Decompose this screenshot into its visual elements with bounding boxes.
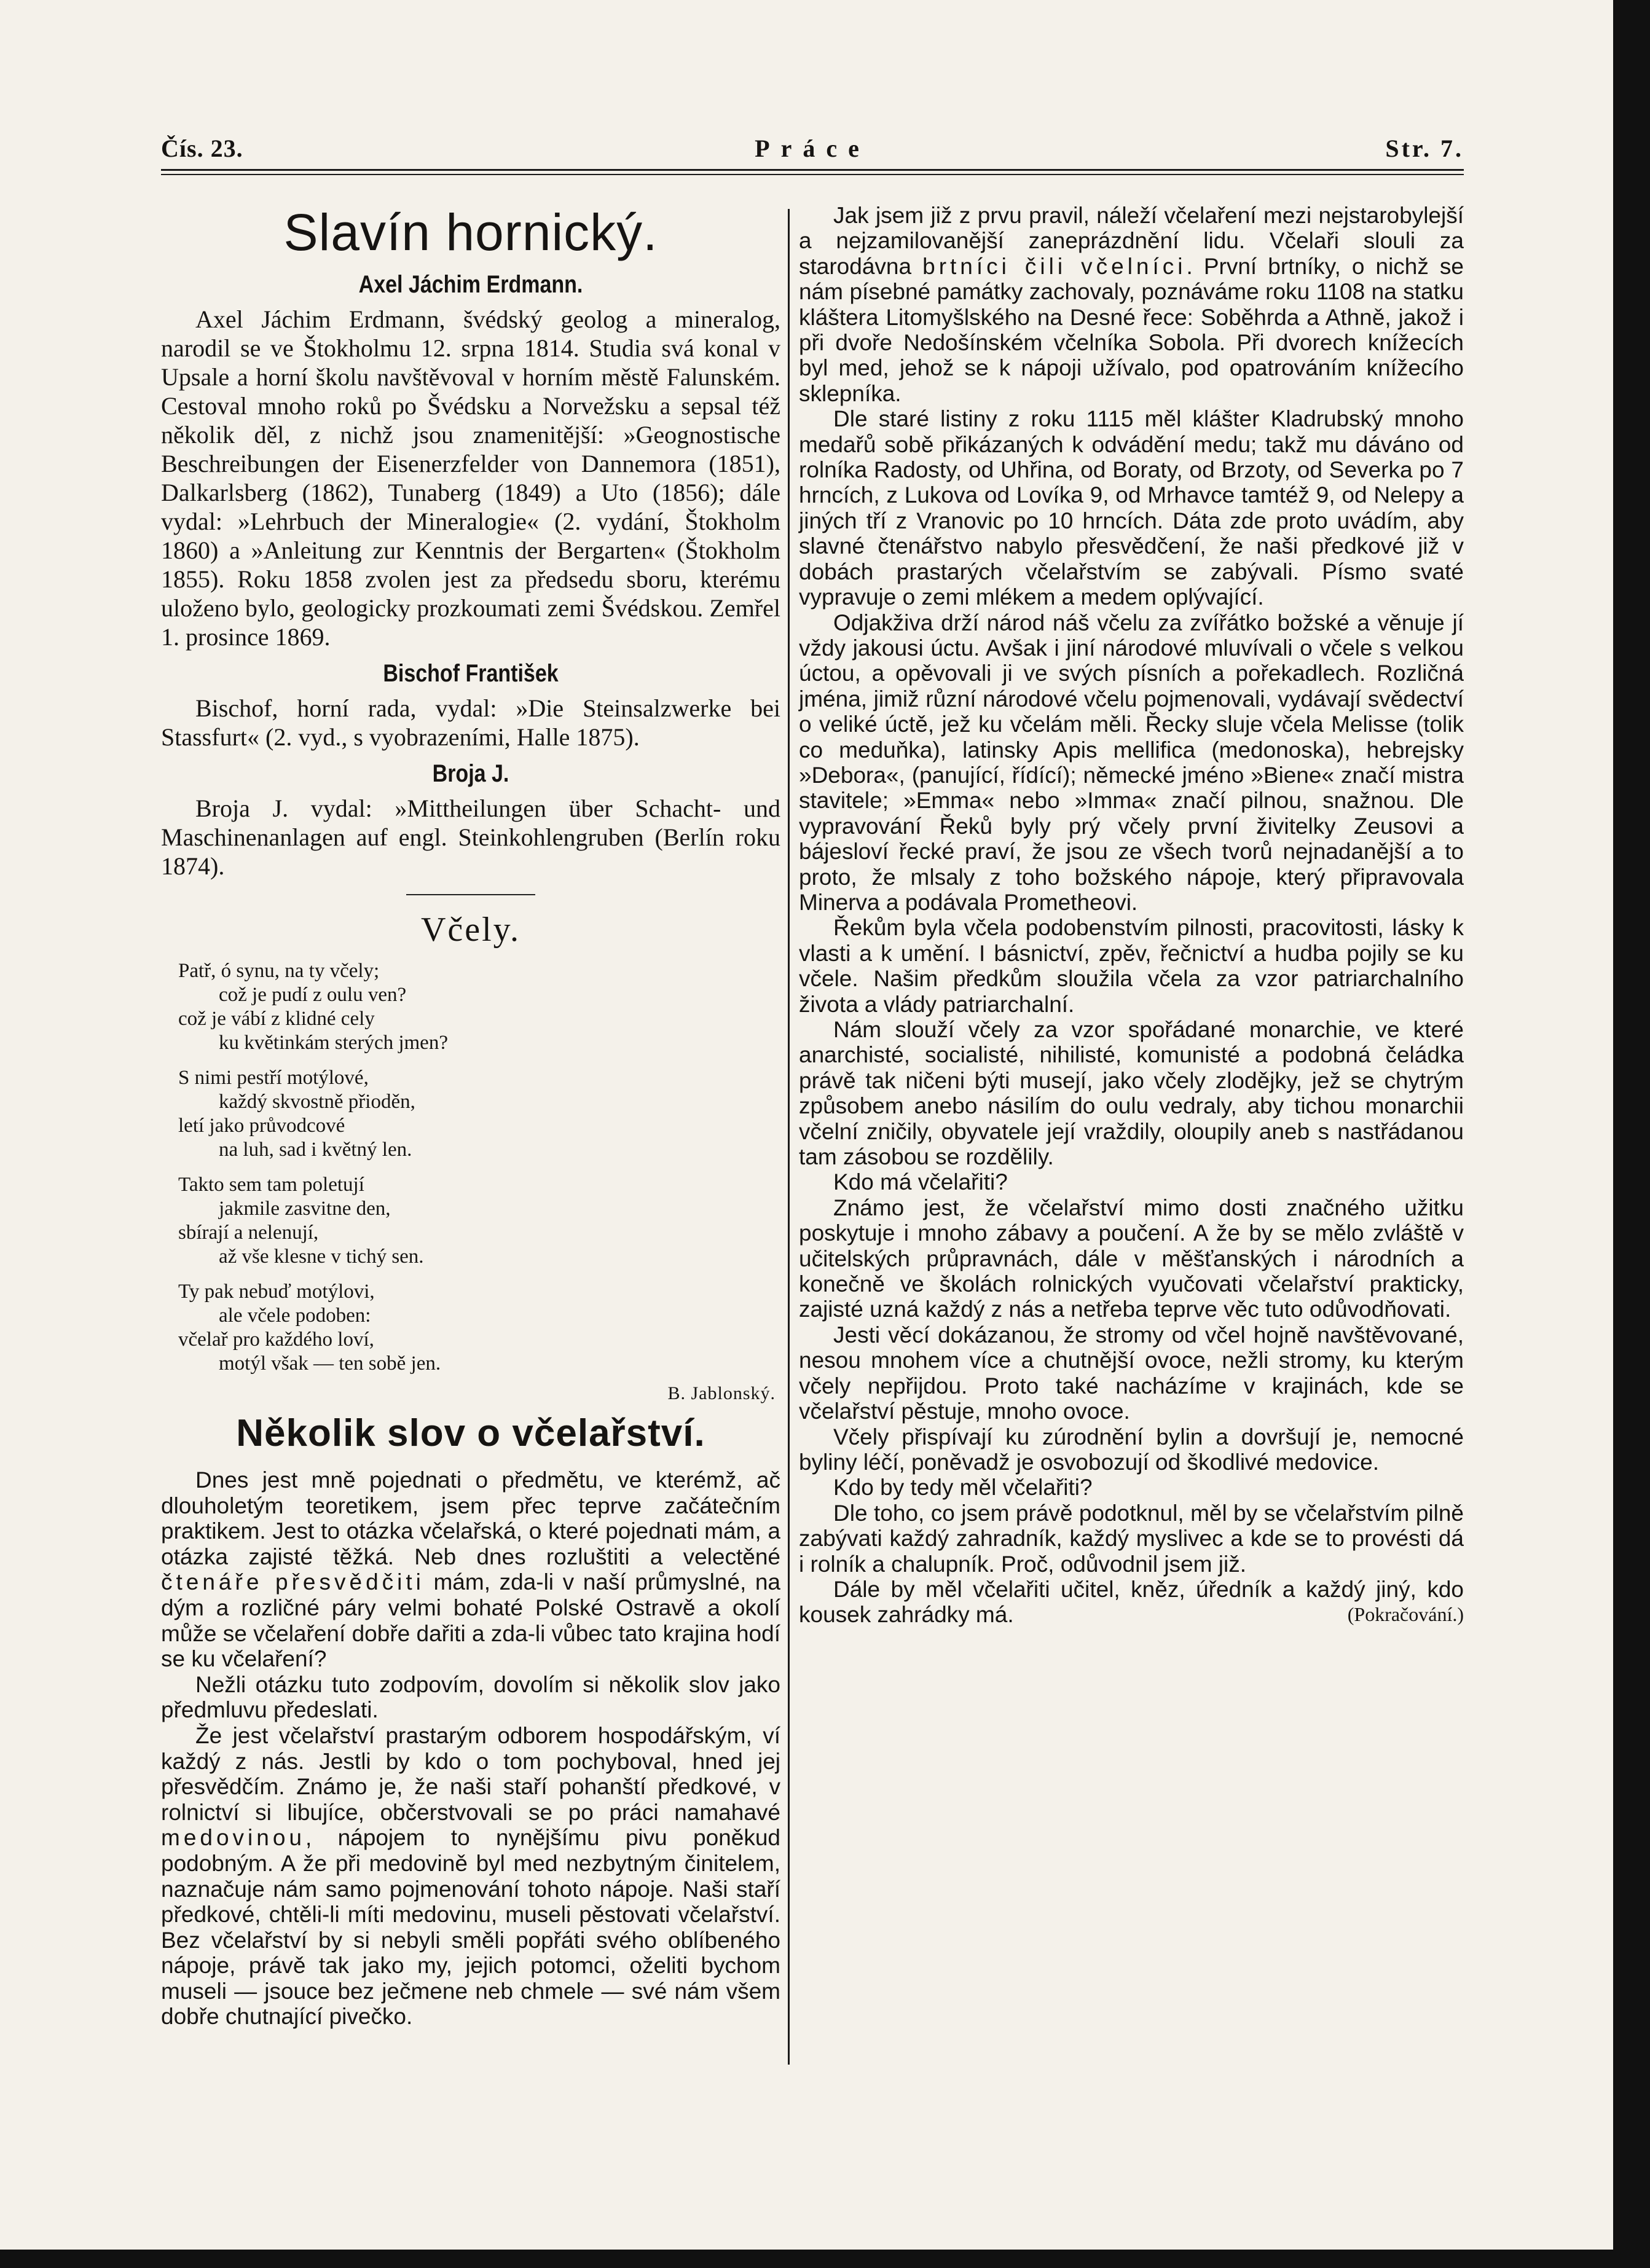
poem-author: B. Jablonský. — [667, 1383, 776, 1403]
page-header — [161, 134, 1464, 171]
article-body-right — [799, 203, 1464, 1628]
poem-line: motýl však — ten sobě jen. — [219, 1352, 441, 1375]
publication-title: Práce — [755, 135, 870, 162]
poem-stanza — [178, 1173, 780, 1269]
poem-line: Ty pak nebuď motýlovi, — [178, 1281, 375, 1303]
person-heading: Broja J. — [432, 760, 509, 787]
article-paragraph: Řekům byla včela podobenstvím pilnosti, pracovitosti, lásky k vlasti a k umění. I básnictví, zpěv, řečnictví a hudba pojily se ku včele. Našim předkům sloužila včela za vzor patriarchalního života a vlády patriarchalní. — [799, 915, 1464, 1017]
article-paragraph: Kdo by tedy měl včelařiti? — [833, 1475, 1093, 1501]
article-paragraph: Nežli otázku tuto zodpovím, dovolím si několik slov jako předmluvu předeslati. — [161, 1671, 780, 1723]
continued-note: (Pokračování.) — [1347, 1603, 1464, 1626]
poem-line: což je pudí z oulu ven? — [219, 984, 407, 1006]
poem-line: na luh, sad i květný len. — [219, 1139, 412, 1161]
article-paragraph: Dle toho, co jsem právě podotknul, měl by se včelařstvím pilně zabývati každý zahradník, každý myslivec a kde se to provésti dá i rolník a chalupník. Proč, odůvodnil jsem již. — [799, 1500, 1464, 1577]
poem-line: ale včele podoben: — [219, 1305, 371, 1327]
article-body-left — [161, 1467, 780, 2030]
poem-line: letí jako průvodcové — [178, 1115, 345, 1137]
left-column — [161, 203, 780, 2030]
article-paragraph: Jak jsem již z prvu pravil, náleží včelaření mezi nejstarobylejší a nejzamilovanější zaneprázdnění lidu. Včelaři slouli za starodávna brtníci čili včelníci. První brtníky, o nichž se nám písebné památky zachovaly, poznáváme roku 1108 na statku kláštera Litomyšlského na Desné řece: Soběhrda a Athně, jakož i při dvoře Nedošínském včelníka Sobola. Při dvorech knížecích byl med, jehož se k nápoji užívalo, pod opatrováním knížecího sklepníka. — [799, 203, 1464, 406]
poem-line: ku květinkám sterých jmen? — [219, 1032, 448, 1054]
scan-border-bottom — [0, 2250, 1650, 2268]
issue-number: Čís. 23. — [161, 135, 243, 162]
article-paragraph: Dnes jest mně pojednati o předmětu, ve kterémž, ač dlouholetým teoretikem, jsem přec teprve začátečním praktikem. Jest to otázka včelařská, o které pojednati mám, a otázka zajisté těžká. Neb dnes rozluštiti a velectěné čtenáře přesvědčiti mám, zda-li v naší průmyslné, na dým a rozličné páry velmi bohaté Polské Ostravě a okolí může se včelaření dobře dařiti a zda-li vůbec tato krajina hodí se ku včelaření? — [161, 1467, 780, 1672]
poem-line: S nimi pestří motýlové, — [178, 1067, 369, 1089]
article-paragraph: Dle staré listiny z roku 1115 měl klášter Kladrubský mnoho medařů sobě přikázaných k odvádění medu; takž mu dáváno od rolníka Radosty, od Uhřina, od Boraty, od Brzoty, od Severka po 7 hrncích, z Lukova od Lovíka 9, od Mrhavce tamtéž 9, od Nelepy a jiných tří z Vranovic po 10 hrncích. Dáta zde proto uvádím, aby slavné čtenářstvo nabylo přesvědčení, že naši předkové již v dobách prastarých včelařstvím se zabývali. Písmo svaté vypravuje o zemi mlékem a medem oplývající. — [799, 406, 1464, 610]
article-paragraph: Odjakživa drží národ náš včelu za zvířátko božské a věnuje jí vždy jakousi úctu. Avšak i jiní národové mluvívali o včele s velkou úctou, a opěvovali ji ve svých písních a pořekadlech. Rozličná jména, jimiž různí národové včelu pojmenovali, vydávají svědectví o veliké úctě, jež ku včelám měli. Řecky sluje včela Melisse (tolik co meduňka), latinsky Apis mellifica (medonoska), hebrejsky »Debora«, (panující, řídící); německé jméno »Biene« značí mistra stavitele; »Emma« nebo »Imma« značí pilnou, snažnou. Dle vypravování Řeků byly prý včely první živitelky Zeusovi a bájesloví řecké praví, že jsou ze všech tvorů nejnadanější a to proto, že mlsaly z toho božského nápoje, který připravovala Minerva a podávala Prometheovi. — [799, 610, 1464, 915]
article-paragraph: Jesti věcí dokázanou, že stromy od včel hojně navštěvované, nesou mnohem více a chutnější ovoce, nežli stromy, ku kterým včely nepřijdou. Proto také nacházíme v krajinách, kde se včelařství pěstuje, mnoho ovoce. — [799, 1322, 1464, 1424]
spaced-emphasis: medovinou — [161, 1825, 306, 1851]
poem-line: sbírají a nelenují, — [178, 1222, 319, 1244]
article-paragraph: Včely přispívají ku zúrodnění bylin a dovršují je, nemocné byliny léčí, poněvadž je osvobozují od škodlivé medovice. — [799, 1424, 1464, 1475]
poem-line: včelař pro každého loví, — [178, 1328, 374, 1351]
scan-border-right — [1613, 0, 1650, 2268]
article-paragraph: Známo jest, že včelařství mimo dosti značného užitku poskytuje i mnoho zábavy a poučení. A že by se mělo zvláště v učitelských průpravnách, dále v měšťanských i národních a konečně ve školách rolnických vyučovati včelařství prakticky, zajisté uzná každý z nás a netřeba teprve věc tuto odůvodňovati. — [799, 1195, 1464, 1322]
article-paragraph: Že jest včelařství prastarým odborem hospodářským, ví každý z nás. Jestli by kdo o tom pochyboval, hned jej přesvědčím. Známo je, že naši staří pohanští předkové, v rolnictví si libujíce, občerstvovali se po práci namahavé medovinou, nápojem to nynějšímu pivu poněkud podobným. A že při medovině byl med nezbytným činitelem, naznačuje nám samo pojmenování tohoto nápoje. Naši staří předkové, chtěli-li míti medovinu, museli pěstovati včelařství. Bez včelařství by si nebyli směli popřáti svého oblíbeného nápoje, právě tak jako my, jejich potomci, oželiti bychom museli — jsouce bez ječmene neb chmele — své nám všem dobře chutnající pivečko. — [161, 1722, 780, 2030]
poem-stanza — [178, 1280, 780, 1376]
person-bio: Bischof, horní rada, vydal: »Die Steinsalzwerke bei Stassfurt« (2. vyd., s vyobrazeními, Halle 1875). — [161, 694, 780, 751]
header-rule-thin — [161, 174, 1464, 175]
poem-line: až vše klesne v tichý sen. — [219, 1246, 424, 1268]
article-paragraph: Nám slouží včely za vzor spořádané monarchie, ve které anarchisté, socialisté, nihilisté, komunisté a podobná čeládka právě tak ničeni býti musejí, jako včely zlodějky, jež se chytrým způsobem anebo násilím do oulu vedraly, aby tichou monarchii včelní zničily, obyvatele její vraždily, oloupily aneb s nastřádanou tam zásobou se rozdělily. — [799, 1017, 1464, 1170]
poem-line: což je vábí z klidné cely — [178, 1008, 375, 1030]
page-number: Str. 7. — [1385, 135, 1464, 162]
poem-line: jakmile zasvitne den, — [219, 1198, 391, 1220]
poem-stanza — [178, 1066, 780, 1162]
poem-line: Takto sem tam poletují — [178, 1174, 364, 1196]
person-heading: Axel Jáchim Erdmann. — [358, 271, 583, 298]
poem-line: Patř, ó synu, na ty včely; — [178, 960, 380, 982]
column-divider — [788, 209, 790, 2065]
right-column — [799, 203, 1464, 1628]
poem-stanza — [178, 959, 780, 1055]
article-title: Několik slov o včelařství. — [236, 1412, 705, 1454]
person-bio: Broja J. vydal: »Mittheilungen über Schacht- und Maschinenanlagen auf engl. Steinkohlengruben (Berlín roku 1874). — [161, 795, 780, 880]
poem-line: každý skvostně přioděn, — [219, 1091, 415, 1113]
person-heading: Bischof František — [383, 660, 559, 687]
poem-body — [161, 959, 780, 1404]
slavin-title: Slavín hornický. — [283, 203, 658, 261]
article-paragraph: Kdo má včelařiti? — [833, 1169, 1008, 1195]
spaced-emphasis: brtníci čili včelníci — [922, 253, 1187, 279]
header-rule — [161, 169, 1464, 171]
section-separator — [406, 894, 535, 895]
spaced-emphasis: čtenáře přesvědčiti — [161, 1569, 425, 1595]
person-bio: Axel Jáchim Erdmann, švédský geolog a mineralog, narodil se ve Štokholmu 12. srpna 1814. Studia svá konal v Upsale a horní školu navštěvoval v horním městě Falunském. Cestoval mnoho roků po Švédsku a Norvežsku a sepsal též několik děl, z nichž jsou znamenitější: »Geognostische Beschreibungen der Eisenerzfelder von Dannemora (1851), Dalkarlsberg (1862), Tunaberg (1849) a Uto (1856); dále vydal: »Lehrbuch der Mineralogie« (2. vydání, Štokholm 1860) a »Anleitung zur Kenntnis der Bergarten« (Štokholm 1855). Roku 1858 zvolen jest za předsedu sboru, kterému uloženo bylo, geologicky prozkoumati zemi Švédskou. Zemřel 1. prosince 1869. — [161, 305, 780, 651]
poem-title: Včely. — [420, 911, 521, 949]
article-paragraph: Dále by měl včelařiti učitel, kněz, úředník a každý jiný, kdo kousek zahrádky má. (Pokračování.) — [799, 1576, 1464, 1628]
